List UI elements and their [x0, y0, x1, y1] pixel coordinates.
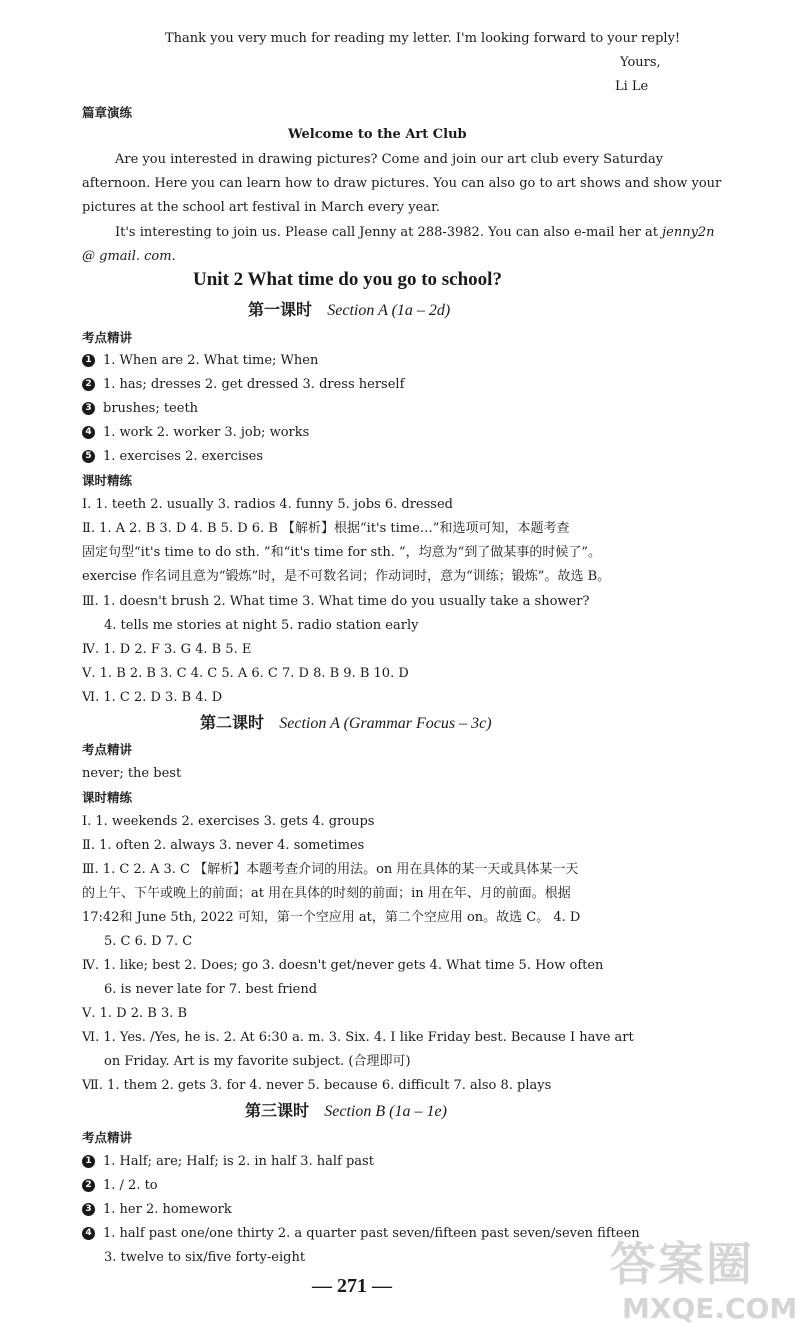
answer-line: Ⅰ. 1. teeth 2. usually 3. radios 4. funny 5. jobs 6. dressed: [82, 497, 453, 512]
lesson-heading: [200, 714, 492, 733]
number-badge: 2: [82, 378, 95, 391]
kaodian-text: 1. work 2. worker 3. job; works: [103, 425, 310, 440]
kaodian-item: [82, 1201, 232, 1219]
kaodian-item: [82, 1177, 158, 1195]
answer-line: Ⅴ. 1. D 2. B 3. B: [82, 1006, 188, 1021]
kaodian-text: never; the best: [82, 766, 182, 781]
kaodian-text: 1. exercises 2. exercises: [103, 449, 264, 464]
letter-closing-line: Thank you very much for reading my letter. I'm looking forward to your reply!: [165, 31, 681, 46]
kaodian-item: [82, 400, 198, 418]
lesson-en: Section A (1a – 2d): [327, 302, 451, 319]
kaodian-text: 1. Half; are; Half; is 2. in half 3. half past: [103, 1154, 374, 1169]
passage-line: pictures at the school art festival in March every year.: [82, 200, 440, 215]
number-badge: 3: [82, 1203, 95, 1216]
kaodian-text: 1. / 2. to: [103, 1178, 158, 1193]
answer-line: Ⅲ. 1. C 2. A 3. C 【解析】本题考查介词的用法。on 用在具体的某一天或具体某一天: [82, 862, 579, 877]
kaodian-text: 1. her 2. homework: [103, 1202, 232, 1217]
keshi-heading: 课时精练: [82, 790, 133, 805]
kaodian-text: 1. When are 2. What time; When: [103, 353, 319, 368]
letter-signature: Li Le: [615, 79, 649, 94]
answer-line: Ⅳ. 1. like; best 2. Does; go 3. doesn't get/never gets 4. What time 5. How often: [82, 958, 604, 973]
lesson-heading: [248, 301, 450, 320]
answer-line: Ⅰ. 1. weekends 2. exercises 3. gets 4. groups: [82, 814, 375, 829]
answer-line: Ⅳ. 1. D 2. F 3. G 4. B 5. E: [82, 642, 252, 657]
kaodian-item: [82, 424, 309, 442]
keshi-heading: 课时精练: [82, 473, 133, 488]
number-badge: 2: [82, 1179, 95, 1192]
lesson-heading: [245, 1102, 447, 1121]
passage-title: Welcome to the Art Club: [288, 127, 467, 142]
kaodian-text: brushes; teeth: [103, 401, 199, 416]
watermark-logo: 答案圈: [610, 1237, 754, 1291]
page-number: — 271 —: [312, 1275, 392, 1297]
number-badge: 3: [82, 402, 95, 415]
passage-line: [115, 224, 715, 242]
answer-line: 固定句型“it's time to do sth. ”和“it's time for sth. ”，均意为“到了做某事的时候了”。: [82, 545, 601, 560]
kaodian-item: [82, 448, 263, 466]
kaodian-heading: 考点精讲: [82, 1130, 133, 1145]
number-badge: 4: [82, 426, 95, 439]
letter-yours: Yours,: [620, 55, 661, 70]
watermark-url: MXQE.COM: [622, 1292, 798, 1325]
answer-line: Ⅲ. 1. doesn't brush 2. What time 3. What time do you usually take a shower?: [82, 594, 590, 609]
kaodian-text: 1. half past one/one thirty 2. a quarter past seven/fifteen past seven/seven fifteen: [103, 1226, 640, 1241]
kaodian-text: 3. twelve to six/five forty-eight: [104, 1250, 306, 1265]
answer-line: 的上午、下午或晚上的前面；at 用在具体的时刻的前面；in 用在年、月的前面。根据: [82, 886, 571, 901]
answer-line: Ⅵ. 1. C 2. D 3. B 4. D: [82, 690, 223, 705]
answer-line: exercise 作名词且意为“锻炼”时，是不可数名词；作动词时，意为“训练；锻炼”。故选 B。: [82, 569, 611, 584]
answer-line: 4. tells me stories at night 5. radio station early: [104, 618, 419, 633]
answer-line: Ⅶ. 1. them 2. gets 3. for 4. never 5. because 6. difficult 7. also 8. plays: [82, 1078, 552, 1093]
number-badge: 1: [82, 1155, 95, 1168]
kaodian-text: 1. has; dresses 2. get dressed 3. dress herself: [103, 377, 405, 392]
kaodian-item: [82, 352, 318, 370]
kaodian-item: [82, 1225, 640, 1243]
number-badge: 1: [82, 354, 95, 367]
kaodian-item: [82, 1153, 374, 1171]
passage-email-cont: @ gmail. com.: [82, 249, 176, 264]
passage-email: jenny2n: [662, 225, 715, 240]
answer-line: 6. is never late for 7. best friend: [104, 982, 318, 997]
lesson-cn: 第一课时: [248, 300, 313, 319]
passage-line: afternoon. Here you can learn how to draw pictures. You can also go to art shows and show your: [82, 176, 722, 191]
answer-line: 17:42和 June 5th, 2022 可知，第一个空应用 at，第二个空应用 on。故选 C。 4. D: [82, 910, 581, 925]
kaodian-item: [82, 376, 404, 394]
answer-line: Ⅱ. 1. A 2. B 3. D 4. B 5. D 6. B 【解析】根据“it's time…”和选项可知，本题考查: [82, 521, 570, 536]
lesson-en: Section A (Grammar Focus – 3c): [279, 715, 492, 732]
lesson-cn: 第二课时: [200, 713, 265, 732]
answer-line: Ⅵ. 1. Yes. /Yes, he is. 2. At 6:30 a. m. 3. Six. 4. I like Friday best. Because I have art: [82, 1030, 634, 1045]
kaodian-heading: 考点精讲: [82, 742, 133, 757]
number-badge: 5: [82, 450, 95, 463]
kaodian-heading: 考点精讲: [82, 330, 133, 345]
answer-line: Ⅱ. 1. often 2. always 3. never 4. sometimes: [82, 838, 365, 853]
answer-line: Ⅴ. 1. B 2. B 3. C 4. C 5. A 6. C 7. D 8. B 9. B 10. D: [82, 666, 409, 681]
lesson-en: Section B (1a – 1e): [324, 1103, 447, 1120]
chapter-practice-heading: 篇章演练: [82, 105, 133, 120]
unit-title: Unit 2 What time do you go to school?: [193, 269, 502, 290]
answer-line: on Friday. Art is my favorite subject. (合理即可): [104, 1054, 411, 1069]
number-badge: 4: [82, 1227, 95, 1240]
passage-text: It's interesting to join us. Please call Jenny at 288-3982. You can also e-mail her at: [115, 225, 658, 240]
answer-line: 5. C 6. D 7. C: [104, 934, 193, 949]
lesson-cn: 第三课时: [245, 1101, 310, 1120]
passage-line: Are you interested in drawing pictures? Come and join our art club every Saturday: [115, 152, 664, 167]
